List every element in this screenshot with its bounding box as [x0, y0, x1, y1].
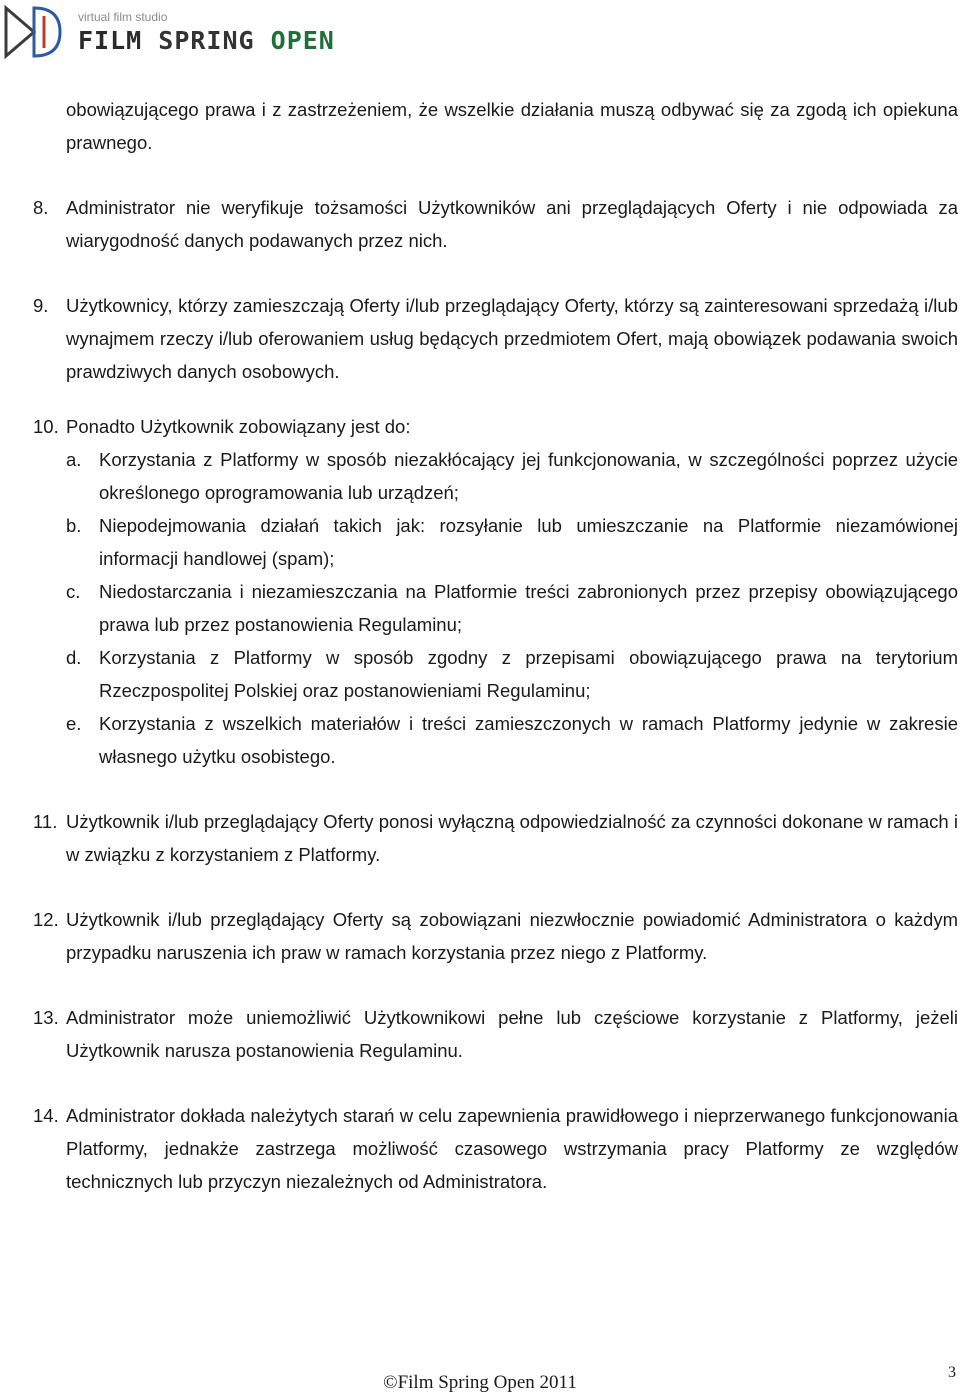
item-text: Ponadto Użytkownik zobowiązany jest do: [66, 416, 411, 437]
intro-paragraph [66, 93, 958, 159]
list-item-8 [33, 191, 958, 257]
document-body [33, 93, 958, 1198]
list-item-14 [33, 1099, 958, 1198]
item-number: 10. [33, 416, 59, 437]
list-item-10 [33, 410, 958, 773]
item-text: Administrator nie weryfikuje tożsamości Użytkowników ani przeglądających Oferty i nie odpowiada za wiarygodność danych podawanych przez nich. [66, 197, 958, 251]
item-number: 12. [33, 909, 59, 930]
sub-item-c [66, 575, 958, 641]
intro-text: obowiązującego prawa i z zastrzeżeniem, że wszelkie działania muszą odbywać się za zgodą ich opiekuna prawnego. [66, 99, 958, 153]
sub-item-e [66, 707, 958, 773]
logo-word-film: FILM [78, 26, 143, 55]
logo-wordmark [78, 26, 335, 55]
item-text: Użytkownik i/lub przeglądający Oferty są zobowiązani niezwłocznie powiadomić Administratora o każdym przypadku naruszenia ich praw w ramach korzystania przez niego z Platformy. [66, 909, 958, 963]
sub-item-letter: d. [66, 647, 82, 668]
item-text: Administrator dokłada należytych starań w celu zapewnienia prawidłowego i nieprzerwanego funkcjonowania Platformy, jednakże zastrzega możliwość czasowego wstrzymania pracy Platformy ze względów technicznych lub przyczyn niezależnych od Administratora. [66, 1105, 958, 1192]
footer-copyright: ©Film Spring Open 2011 [383, 1372, 577, 1393]
sub-item-text: Niepodejmowania działań takich jak: rozsyłanie lub umieszczanie na Platformie niezamówionej informacji handlowej (spam); [99, 515, 958, 569]
item-text: Administrator może uniemożliwić Użytkownikowi pełne lub częściowe korzystanie z Platformy, jeżeli Użytkownik narusza postanowienia Regulaminu. [66, 1007, 958, 1061]
list-item-11 [33, 805, 958, 871]
sub-item-d [66, 641, 958, 707]
logo-subtitle: virtual film studio [78, 10, 168, 24]
sub-item-text: Niedostarczania i niezamieszczania na Platformie treści zabronionych przez przepisy obowiązującego prawa lub przez postanowienia Regulaminu; [99, 581, 958, 635]
sub-item-letter: b. [66, 515, 82, 536]
sub-item-text: Korzystania z Platformy w sposób niezakłócający jej funkcjonowania, w szczególności poprzez użycie określonego oprogramowania lub urządzeń; [99, 449, 958, 503]
item-number: 14. [33, 1105, 59, 1126]
item-number: 8. [33, 197, 49, 218]
list-item-12 [33, 903, 958, 969]
item-number: 11. [33, 811, 58, 832]
item-text: Użytkownik i/lub przeglądający Oferty ponosi wyłączną odpowiedzialność za czynności dokonane w ramach i w związku z korzystaniem z Platformy. [66, 811, 958, 865]
sub-item-a [66, 443, 958, 509]
logo-mark-icon [4, 4, 72, 60]
page-number: 3 [948, 1364, 956, 1381]
item-number: 13. [33, 1007, 59, 1028]
logo [4, 4, 335, 60]
list-item-13 [33, 1001, 958, 1067]
item-text: Użytkownicy, którzy zamieszczają Oferty i/lub przeglądający Oferty, którzy są zainteresowani sprzedażą i/lub wynajmem rzeczy i/lub oferowaniem usług będących przedmiotem Ofert, mają obowiązek podawania swoich prawdziwych danych osobowych. [66, 295, 958, 382]
sub-item-letter: e. [66, 713, 82, 734]
sub-item-letter: c. [66, 581, 81, 602]
logo-word-open: OPEN [270, 26, 335, 55]
sub-item-letter: a. [66, 449, 82, 470]
logo-word-spring: SPRING [158, 26, 255, 55]
sub-list [66, 443, 958, 773]
item-number: 9. [33, 295, 49, 316]
list-item-9 [33, 289, 958, 388]
sub-item-text: Korzystania z wszelkich materiałów i treści zamieszczonych w ramach Platformy jedynie w zakresie własnego użytku osobistego. [99, 713, 958, 767]
sub-item-text: Korzystania z Platformy w sposób zgodny z przepisami obowiązującego prawa na terytorium Rzeczpospolitej Polskiej oraz postanowieniami Regulaminu; [99, 647, 958, 701]
sub-item-b [66, 509, 958, 575]
